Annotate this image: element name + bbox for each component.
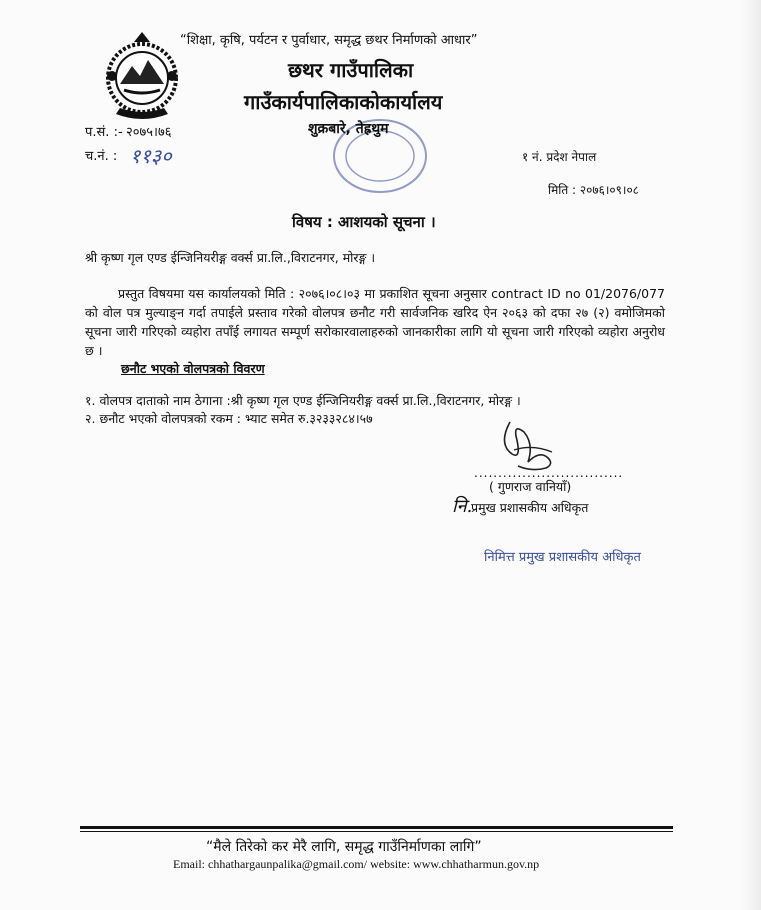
header-motto: “शिक्षा, कृषि, पर्यटन र पुर्वाधार, समृद्ध छथर निर्माणको आधार” [180, 33, 478, 48]
dispatch-number-handwritten: ११३० [130, 144, 172, 168]
dispatch-label: च.नं. : [85, 149, 118, 164]
signer-prefix-handwritten: नि. [452, 496, 473, 517]
footer-contact: Email: chhathargaunpalika@gmail.com/ website: www.chhatharmun.gov.np [173, 857, 540, 871]
page-edge-shadow [741, 0, 761, 910]
details-heading: छनौट भएको वोलपत्रको विवरण [121, 361, 265, 376]
letter-recipient: श्री कृष्ण गृल एण्ड ईन्जिनियरीङ्ग वर्क्स प्रा.लि.,विराटनगर, मोरङ्ग । [85, 250, 376, 265]
reference-label: प.सं. :- [85, 125, 123, 140]
office-location: शुक्रबारे, तेह्रथुम [308, 121, 389, 137]
footer-divider [80, 826, 673, 829]
acting-officer-stamp: निमित्त प्रमुख प्रशासकीय अधिकृत [484, 550, 641, 565]
reference-value: २०७५।७६ [126, 125, 172, 140]
detail-item: २. छनौट भएको वोलपत्रको रकम : भ्याट समेत रु.३२३३२८४।५७ [85, 411, 373, 426]
detail-item: १. वोलपत्र दाताको नाम ठेगाना :श्री कृष्ण गृल एण्ड ईन्जिनियरीङ्ग वर्क्स प्रा.लि.,विराटनगर, मोरङ्ग । [85, 393, 521, 408]
footer-divider-thin [80, 831, 673, 832]
office-name: छथर गाउँपालिका [288, 58, 414, 82]
footer-slogan: “मैले तिरेको कर मेरै लागि, समृद्ध गाउँनिर्माणका लागि” [206, 839, 482, 855]
signature-line: ............................... [474, 466, 624, 480]
nepal-government-emblem-icon [96, 30, 188, 122]
letter-body-paragraph: प्रस्तुत विषयमा यस कार्यालयको मिति : २०७६।०८।०३ मा प्रकाशित सूचना अनुसार contract ID no 01/2076/077 को वोल पत्र मुल्याङ्न गर्दा तपाईले प्रस्ताव गरेको वोलपत्र छनौट गरी सार्वजनिक खरिद ऐन २०६३ को दफा २७ (२) वमोजिमको सूचना जारी गरिएको व्यहोरा तपाँई लगायत सम्पूर्ण सरोकारवालाहरुको जानकारीका लागि यो सूचना जारी गरिएको व्यहोरा अनुरोध छ । [85, 286, 665, 358]
signer-name: ( गुणराज वानियाँ) [489, 479, 572, 494]
letter-subject: विषय : आशयको सूचना । [292, 213, 436, 231]
signer-title: प्रमुख प्रशासकीय अधिकृत [471, 500, 589, 515]
letter-date: मिति : २०७६।०९।०८ [548, 183, 639, 197]
office-title: गाउँकार्यपालिकाकोकार्यालय [244, 90, 443, 114]
province-label: १ नं. प्रदेश नेपाल [522, 150, 597, 164]
